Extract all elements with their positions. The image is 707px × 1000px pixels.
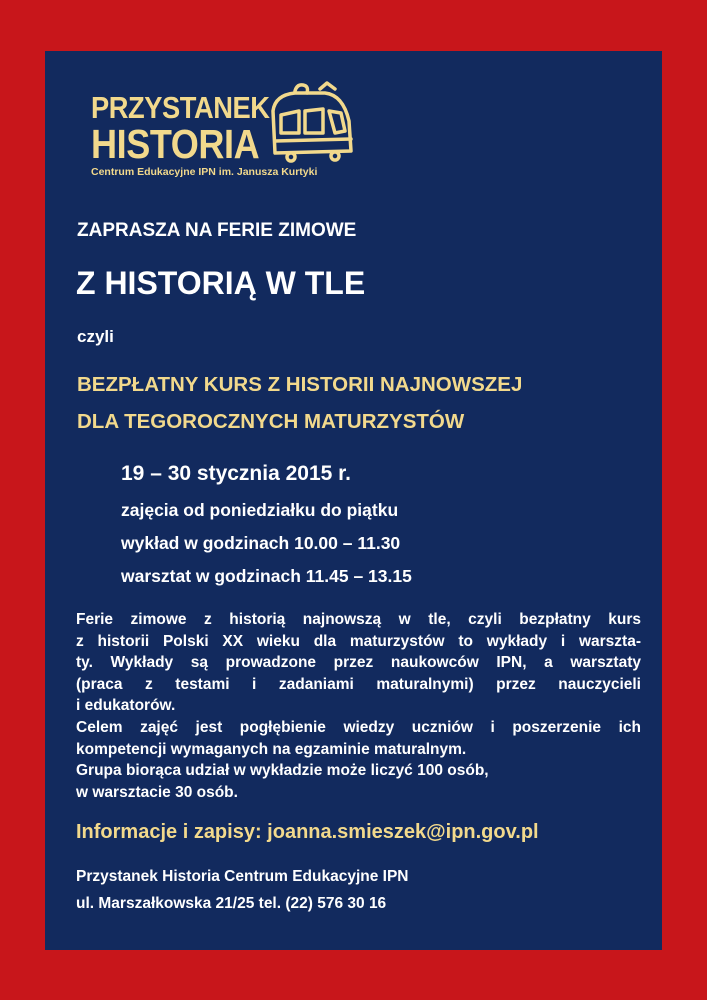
description-line: ty. Wykłady są prowadzone przez naukowców IPN, a warsztaty — [76, 654, 641, 672]
footer-organization: Przystanek Historia Centrum Edukacyjne IPN — [76, 868, 409, 885]
workshop-hours: warsztat w godzinach 11.45 – 13.15 — [121, 566, 412, 586]
description-line: z historii Polski XX wieku dla maturzystów to wykłady i warszta- — [76, 632, 641, 650]
logo-line1: PRZYSTANEK — [91, 90, 270, 125]
course-dates: 19 – 30 stycznia 2015 r. — [121, 462, 352, 485]
course-days: zajęcia od poniedziałku do piątku — [121, 500, 399, 520]
description-line: w warsztacie 30 osób. — [76, 783, 238, 801]
czyli-label: czyli — [77, 327, 114, 346]
invite-line: ZAPRASZA NA FERIE ZIMOWE — [77, 220, 357, 241]
logo-line2: HISTORIA — [91, 121, 260, 167]
lecture-hours: wykład w godzinach 10.00 – 11.30 — [121, 533, 401, 553]
contact-email[interactable]: Informacje i zapisy: joanna.smieszek@ipn.gov.pl — [76, 821, 539, 843]
description-paragraph — [76, 609, 641, 803]
description-line: Ferie zimowe z historią najnowszą w tle, czyli bezpłatny kurs — [76, 611, 641, 628]
course-title-line1: BEZPŁATNY KURS Z HISTORII NAJNOWSZEJ — [77, 373, 523, 396]
logo-subtitle: Centrum Edukacyjne IPN im. Janusza Kurtyki — [91, 166, 318, 178]
description-line: (praca z testami i zadaniami maturalnymi) przez nauczycieli — [76, 675, 641, 693]
tram-icon — [265, 81, 355, 163]
description-line: i edukatorów. — [76, 697, 176, 715]
przystanek-historia-logo — [91, 81, 361, 181]
description-line: Grupa biorąca udział w wykładzie może liczyć 100 osób, — [76, 762, 489, 780]
description-line: Celem zajęć jest pogłębienie wiedzy uczniów i poszerzenie ich — [76, 718, 641, 736]
footer-address: ul. Marszałkowska 21/25 tel. (22) 576 30 16 — [76, 895, 387, 912]
description-line: kompetencji wymaganych na egzaminie maturalnym. — [76, 740, 467, 758]
page-title: Z HISTORIĄ W TLE — [76, 265, 366, 301]
course-title-line2: DLA TEGOROCZNYCH MATURZYSTÓW — [77, 410, 465, 433]
poster-panel — [45, 51, 662, 950]
